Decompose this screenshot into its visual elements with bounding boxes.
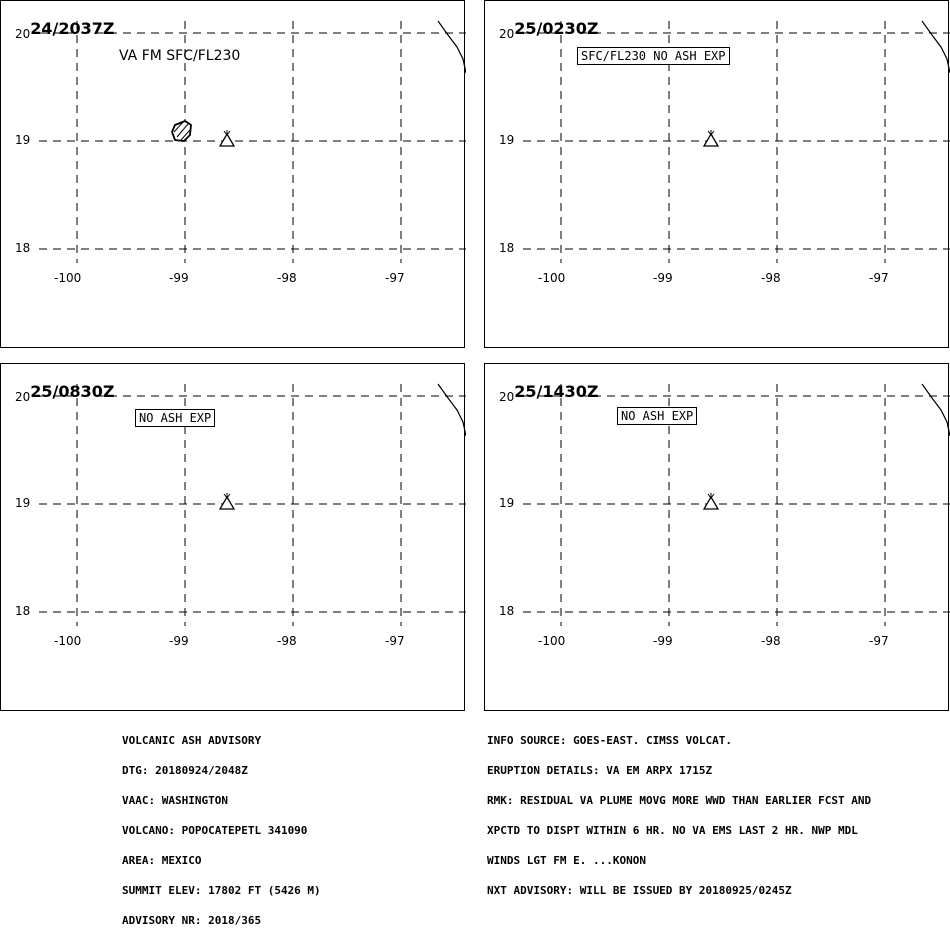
panel-title bbox=[15, 19, 115, 41]
panel-year: 20 bbox=[499, 27, 515, 41]
advisory-remarks-block bbox=[487, 716, 871, 906]
map-panel-3 bbox=[0, 363, 465, 711]
lat-tick-label: 18 bbox=[499, 604, 515, 618]
advisory-line: XPCTD TO DISPT WITHIN 6 HR. NO VA EMS LAST 2 HR. NWP MDL bbox=[487, 824, 858, 837]
map-canvas bbox=[1, 364, 466, 712]
panel-dtg: 24/2037Z bbox=[30, 19, 115, 38]
advisory-header-block bbox=[122, 716, 321, 936]
map-panel-4 bbox=[484, 363, 949, 711]
lon-tick-label: -100 bbox=[54, 271, 82, 285]
advisory-line: INFO SOURCE: GOES-EAST. CIMSS VOLCAT. bbox=[487, 734, 733, 747]
lon-tick-label: -100 bbox=[538, 271, 566, 285]
ash-annotation-box: NO ASH EXP bbox=[135, 409, 215, 427]
advisory-line: ADVISORY NR: 2018/365 bbox=[122, 914, 262, 927]
lon-tick-label: -99 bbox=[653, 634, 673, 648]
lat-tick-label: 18 bbox=[15, 241, 31, 255]
ash-annotation-box: SFC/FL230 NO ASH EXP bbox=[577, 47, 730, 65]
panel-year: 20 bbox=[15, 390, 31, 404]
panel-title bbox=[499, 19, 599, 41]
coastline bbox=[922, 384, 950, 436]
lon-tick-label: -98 bbox=[277, 634, 297, 648]
lat-tick-label: 19 bbox=[15, 496, 31, 510]
advisory-line: ERUPTION DETAILS: VA EM ARPX 1715Z bbox=[487, 764, 713, 777]
lon-tick-label: -99 bbox=[169, 271, 189, 285]
ash-annotation: VA FM SFC/FL230 bbox=[119, 48, 241, 64]
map-panel-2 bbox=[484, 0, 949, 348]
ash-cloud-polygon bbox=[172, 121, 191, 141]
lon-tick-label: -97 bbox=[385, 271, 405, 285]
lon-tick-label: -99 bbox=[169, 634, 189, 648]
lon-tick-label: -98 bbox=[761, 634, 781, 648]
ash-annotation-box: NO ASH EXP bbox=[617, 407, 697, 425]
panel-dtg: 25/1430Z bbox=[514, 382, 599, 401]
coastline bbox=[922, 21, 950, 73]
volcano-triangle-icon bbox=[704, 130, 718, 146]
panel-title bbox=[15, 382, 115, 404]
lon-tick-label: -99 bbox=[653, 271, 673, 285]
lat-tick-label: 18 bbox=[499, 241, 515, 255]
panel-title bbox=[499, 382, 599, 404]
advisory-line: WINDS LGT FM E. ...KONON bbox=[487, 854, 646, 867]
panel-year: 20 bbox=[499, 390, 515, 404]
lon-tick-label: -97 bbox=[385, 634, 405, 648]
lat-tick-label: 19 bbox=[499, 133, 515, 147]
advisory-line: NXT ADVISORY: WILL BE ISSUED BY 20180925/0245Z bbox=[487, 884, 792, 897]
advisory-line: VOLCANO: POPOCATEPETL 341090 bbox=[122, 824, 308, 837]
advisory-line: SUMMIT ELEV: 17802 FT (5426 M) bbox=[122, 884, 321, 897]
panel-dtg: 25/0830Z bbox=[30, 382, 115, 401]
advisory-line: VOLCANIC ASH ADVISORY bbox=[122, 734, 262, 747]
panel-year: 20 bbox=[15, 27, 31, 41]
lon-tick-label: -98 bbox=[761, 271, 781, 285]
lat-tick-label: 19 bbox=[499, 496, 515, 510]
volcano-triangle-icon bbox=[220, 493, 234, 509]
advisory-line: DTG: 20180924/2048Z bbox=[122, 764, 248, 777]
lat-tick-label: 18 bbox=[15, 604, 31, 618]
advisory-line: RMK: RESIDUAL VA PLUME MOVG MORE WWD THAN EARLIER FCST AND bbox=[487, 794, 872, 807]
panel-dtg: 25/0230Z bbox=[514, 19, 599, 38]
coastline bbox=[438, 21, 466, 73]
coastline bbox=[438, 384, 466, 436]
lon-tick-label: -100 bbox=[538, 634, 566, 648]
volcano-triangle-icon bbox=[704, 493, 718, 509]
lon-tick-label: -97 bbox=[869, 634, 889, 648]
lat-tick-label: 19 bbox=[15, 133, 31, 147]
advisory-line: AREA: MEXICO bbox=[122, 854, 202, 867]
map-canvas bbox=[485, 364, 950, 712]
advisory-line: VAAC: WASHINGTON bbox=[122, 794, 228, 807]
map-panel-1 bbox=[0, 0, 465, 348]
volcano-triangle-icon bbox=[220, 130, 234, 146]
lon-tick-label: -97 bbox=[869, 271, 889, 285]
lon-tick-label: -100 bbox=[54, 634, 82, 648]
lon-tick-label: -98 bbox=[277, 271, 297, 285]
